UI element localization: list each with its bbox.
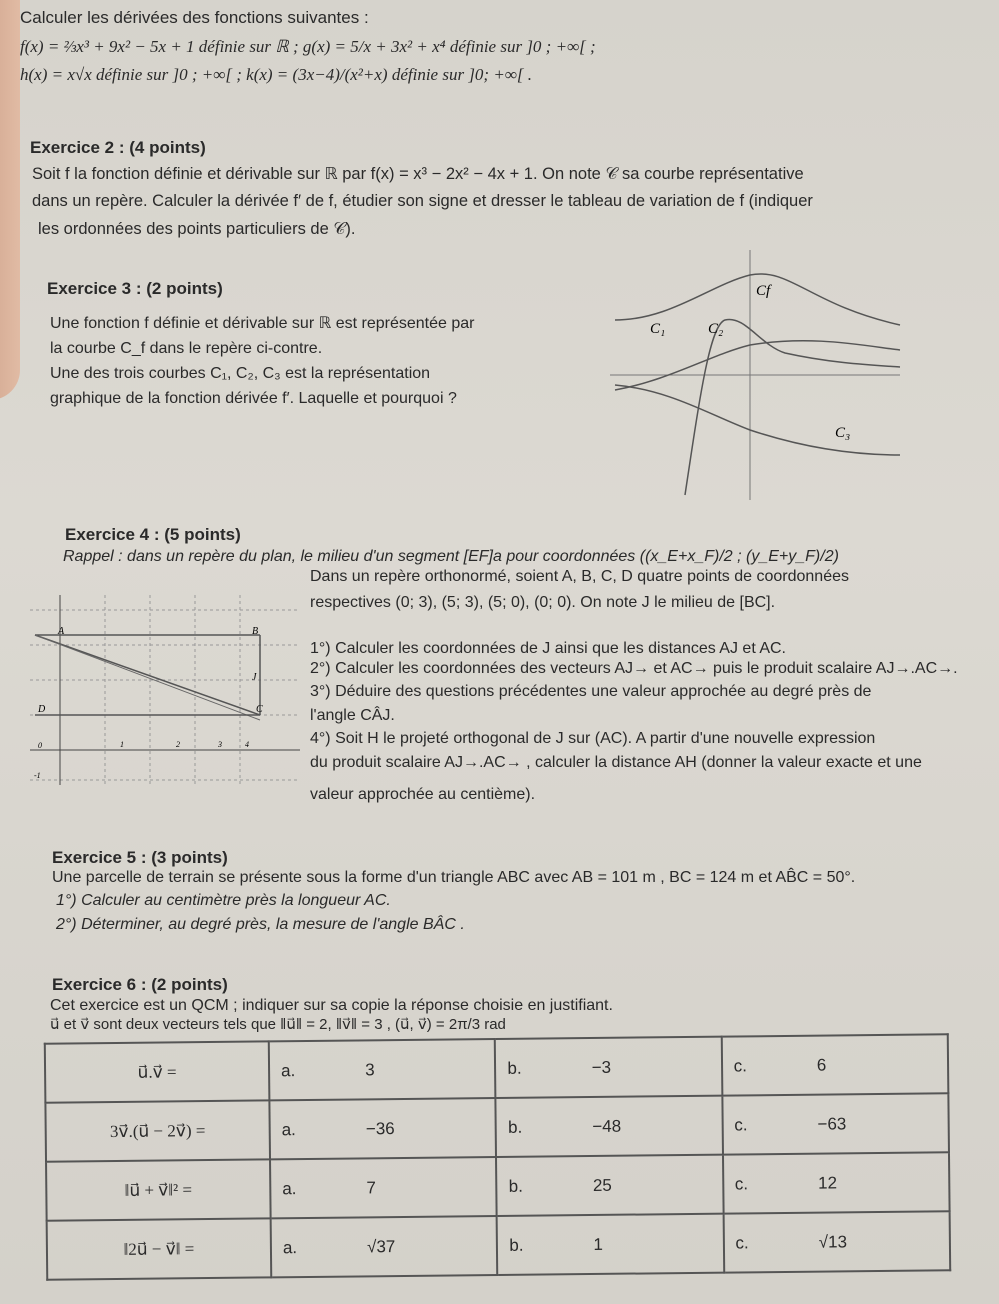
question: u⃗.v⃗ = <box>45 1041 270 1102</box>
ex5-title: Exercice 5 : (3 points) <box>52 848 228 867</box>
option-a: a. 7 <box>270 1157 497 1218</box>
ex4-line: 2°) Calculer les coordonnées des vecteurs AJ→ et AC→ puis le produit scalaire AJ→.AC→. <box>310 660 958 677</box>
label-c3: C₃ <box>835 425 851 441</box>
label-cf: Cf <box>756 283 771 299</box>
ex6-intro: Cet exercice est un QCM ; indiquer sur sa copie la réponse choisie en justifiant. <box>50 997 613 1014</box>
option-b: b. −48 <box>496 1096 723 1157</box>
ex3-line: la courbe C_f dans le repère ci-contre. <box>50 340 323 357</box>
ex2-title: Exercice 2 : (4 points) <box>30 138 206 157</box>
ex4-line: valeur approchée au centième). <box>310 786 536 803</box>
ex5-line: 1°) Calculer au centimètre près la longueur AC. <box>56 892 391 909</box>
option-b: b. −3 <box>495 1037 722 1098</box>
option-a: a. 3 <box>269 1039 496 1100</box>
table-row <box>46 1152 950 1220</box>
ex5-line: 2°) Déterminer, au degré près, la mesure de l'angle BÂC . <box>56 916 465 933</box>
ex3-curves-graph <box>610 245 910 505</box>
tick-label: 3 <box>218 740 222 749</box>
ex6-title: Exercice 6 : (2 points) <box>52 975 228 994</box>
ex4-grid-graph <box>30 590 305 790</box>
label-c2: C₂ <box>708 321 724 337</box>
question: 3v⃗.(u⃗ − 2v⃗) = <box>45 1100 270 1161</box>
label-c1: C₁ <box>650 321 666 337</box>
ex4-line: du produit scalaire AJ→.AC→ , calculer la distance AH (donner la valeur exacte et une <box>310 754 922 771</box>
ex4-line: 3°) Déduire des questions précédentes une valeur approchée au degré près de <box>310 683 872 700</box>
segment-aj <box>35 635 260 715</box>
ex4-line: respectives (0; 3), (5; 3), (5; 0), (0; 0). On note J le milieu de [BC]. <box>310 594 776 611</box>
tick-label: 1 <box>120 740 124 749</box>
ex4-line: Dans un repère orthonormé, soient A, B, C, D quatre points de coordonnées <box>310 568 849 585</box>
ex2-line: Soit f la fonction définie et dérivable sur ℝ par f(x) = x³ − 2x² − 4x + 1. On note 𝒞 sa courbe représentative <box>32 165 804 183</box>
ex6-given: u⃗ et v⃗ sont deux vecteurs tels que ‖u⃗‖ = 2, ‖v⃗‖ = 3 , (u⃗, v⃗) = 2π/3 rad <box>50 1016 506 1033</box>
question: ‖u⃗ + v⃗‖² = <box>46 1159 271 1220</box>
ex4-rappel: Rappel : dans un repère du plan, le milieu d'un segment [EF]a pour coordonnées ((x_E+x_F)/2 ; (y_E+y_F)/2) <box>63 548 839 565</box>
point-b-label: B <box>252 626 259 637</box>
ex2-line: les ordonnées des points particuliers de 𝒞). <box>38 220 356 238</box>
table-row <box>45 1093 949 1161</box>
ex4-title: Exercice 4 : (5 points) <box>65 525 241 544</box>
curve-cf <box>615 274 900 325</box>
table-row <box>47 1211 951 1279</box>
option-b: b. 25 <box>496 1155 723 1216</box>
option-c: c. √13 <box>723 1211 950 1272</box>
ex4-line: 4°) Soit H le projeté orthogonal de J sur (AC). A partir d'une nouvelle expression <box>310 730 876 747</box>
tick-label: -1 <box>34 771 41 780</box>
segment-ac <box>35 635 260 720</box>
option-a: a. √37 <box>271 1216 498 1277</box>
ex5-line: Une parcelle de terrain se présente sous la forme d'un triangle ABC avec AB = 101 m , BC = 124 m et AB̂C = 50°. <box>52 869 856 886</box>
option-c: c. 6 <box>721 1034 948 1095</box>
curve-c3 <box>615 385 900 455</box>
ex4-line: l'angle CÂJ. <box>310 707 395 724</box>
option-a: a. −36 <box>269 1098 496 1159</box>
tick-label: 0 <box>38 741 42 750</box>
point-d-label: D <box>38 704 46 715</box>
option-c: c. 12 <box>723 1152 950 1213</box>
option-b: b. 1 <box>497 1214 724 1275</box>
ex3-line: graphique de la fonction dérivée f′. Laquelle et pourquoi ? <box>50 390 457 407</box>
table-row <box>45 1034 949 1102</box>
ex3-title: Exercice 3 : (2 points) <box>47 279 223 298</box>
curve-c2 <box>615 341 900 390</box>
ex4-line: 1°) Calculer les coordonnées de J ainsi que les distances AJ et AC. <box>310 640 786 657</box>
ex3-line: Une des trois courbes C₁, C₂, C₃ est la représentation <box>50 365 431 382</box>
ex1-line2: h(x) = x√x définie sur ]0 ; +∞[ ; k(x) = (3x−4)/(x²+x) définie sur ]0; +∞[ . <box>20 65 533 84</box>
tick-label: 4 <box>245 740 249 749</box>
thumb-in-photo <box>0 0 20 400</box>
point-c-label: C <box>256 704 263 715</box>
qcm-table <box>44 1033 951 1280</box>
tick-label: 2 <box>176 740 180 749</box>
point-a-label: A <box>58 626 65 637</box>
ex1-intro: Calculer les dérivées des fonctions suivantes : <box>20 8 369 27</box>
ex3-line: Une fonction f définie et dérivable sur ℝ est représentée par <box>50 315 475 332</box>
ex1-line1: f(x) = ⅔x³ + 9x² − 5x + 1 définie sur ℝ ; g(x) = 5/x + 3x² + x⁴ définie sur ]0 ; +∞[ ; <box>20 37 596 56</box>
ex2-line: dans un repère. Calculer la dérivée f′ de f, étudier son signe et dresser le tableau de variation de f (indiquer <box>32 192 813 210</box>
option-c: c. −63 <box>722 1093 949 1154</box>
point-j-label: J <box>252 672 257 683</box>
question: ‖2u⃗ − v⃗‖ = <box>47 1218 272 1279</box>
